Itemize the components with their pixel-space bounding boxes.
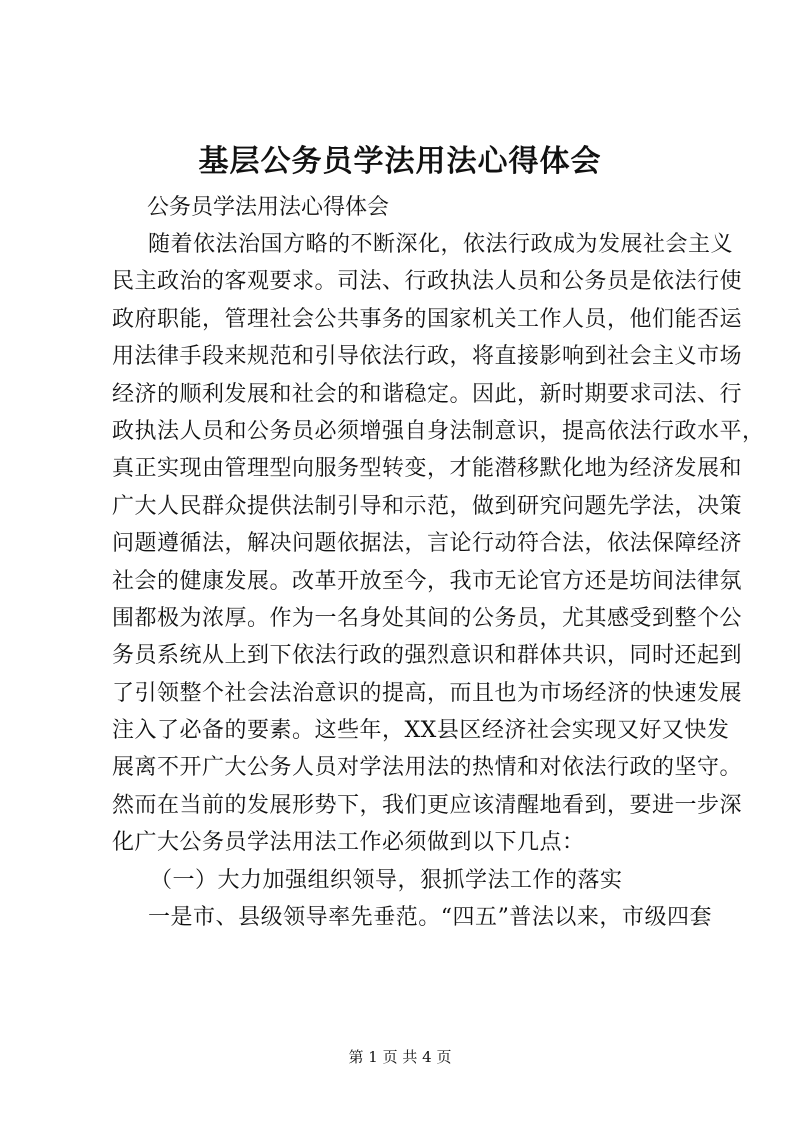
body-line: 真正实现由管理型向服务型转变，才能潜移默化地为经济发展和 — [112, 456, 743, 482]
body-line: 注入了必备的要素。这些年，XX县区经济社会实现又好又快发 — [112, 718, 730, 744]
body-line: 化广大公务员学法用法工作必须做到以下几点： — [112, 830, 585, 856]
body-line: 一是市、县级领导率先垂范。“四五”普法以来，市级四套 — [148, 905, 712, 931]
body-line: 务员系统从上到下依法行政的强烈意识和群体共识，同时还起到 — [112, 643, 743, 669]
body-line: 随着依法治国方略的不断深化，依法行政成为发展社会主义 — [148, 232, 734, 257]
body-line: 用法律手段来规范和引导依法行政，将直接影响到社会主义市场 — [112, 344, 743, 370]
body-line: 展离不开广大公务人员对学法用法的热情和对依法行政的坚守。 — [112, 755, 743, 781]
page-footer: 第 1 页 共 4 页 — [348, 1048, 452, 1066]
body-line: 围都极为浓厚。作为一名身处其间的公务员，尤其感受到整个公 — [112, 605, 743, 631]
body-line: 广大人民群众提供法制引导和示范，做到研究问题先学法，决策 — [112, 493, 743, 519]
body-line: 问题遵循法，解决问题依据法，言论行动符合法，依法保障经济 — [112, 531, 743, 557]
body-line: 政执法人员和公务员必须增强自身法制意识，提高依法行政水平， — [112, 418, 765, 444]
body-line: 然而在当前的发展形势下，我们更应该清醒地看到，要进一步深 — [112, 792, 743, 818]
body-line: 了引领整个社会法治意识的提高，而且也为市场经济的快速发展 — [112, 680, 743, 706]
section-heading: （一）大力加强组织领导，狠抓学法工作的落实 — [150, 867, 623, 893]
body-line: 民主政治的客观要求。司法、行政执法人员和公务员是依法行使 — [112, 269, 743, 295]
document-body — [112, 226, 765, 936]
body-line: 经济的顺利发展和社会的和谐稳定。因此，新时期要求司法、行 — [112, 381, 743, 407]
body-line: 社会的健康发展。改革开放至今，我市无论官方还是坊间法律氛 — [112, 568, 743, 594]
body-line: 政府职能，管理社会公共事务的国家机关工作人员，他们能否运 — [112, 306, 743, 332]
document-title: 基层公务员学法用法心得体会 — [198, 144, 602, 179]
document-subtitle: 公务员学法用法心得体会 — [147, 195, 390, 220]
